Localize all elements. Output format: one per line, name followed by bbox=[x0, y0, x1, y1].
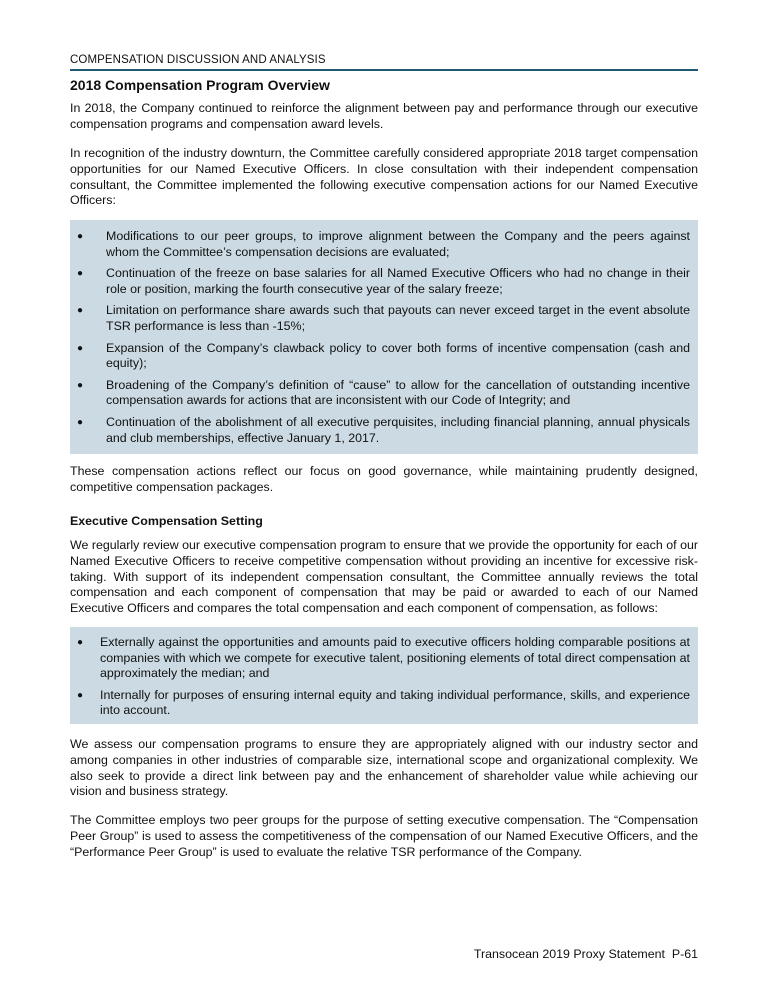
footer-publication: Transocean 2019 Proxy Statement bbox=[473, 947, 665, 961]
subheading: Executive Compensation Setting bbox=[70, 514, 263, 528]
list-item bbox=[77, 377, 690, 409]
page-footer bbox=[474, 947, 698, 961]
bullet-icon: ● bbox=[77, 342, 84, 354]
list-item bbox=[77, 340, 690, 372]
list-item bbox=[77, 266, 690, 297]
bullet-icon: ● bbox=[77, 268, 84, 280]
page-title: 2018 Compensation Program Overview bbox=[70, 77, 330, 93]
bullet-icon: ● bbox=[77, 305, 84, 317]
bullet-icon: ● bbox=[77, 379, 84, 391]
list-item-text: Internally for purposes of ensuring internal equity and taking individual performance, skills, and experience into account. bbox=[100, 687, 690, 718]
list-item-text: Limitation on performance share awards such that payouts can never exceed target in the event absolute TSR performance is less than -15%; bbox=[106, 303, 690, 333]
list-item bbox=[77, 414, 690, 446]
intro-paragraph-1: In 2018, the Company continued to reinforce the alignment between pay and performance through our executive compensation programs and compensation award levels. bbox=[70, 101, 698, 131]
list-item-text: Externally against the opportunities and amounts paid to executive officers holding comparable positions at companies with which we compete for executive talent, positioning elements of total direct compensation at approximately the median; and bbox=[100, 635, 690, 681]
closing-paragraph-1: We assess our compensation programs to ensure they are appropriately aligned with our industry sector and among companies in other industries of comparable size, international scope and organizational complexity. We also seek to provide a direct link between pay and the enhancement of shareholder value while achieving our vision and business strategy. bbox=[70, 737, 698, 799]
header-rule bbox=[70, 69, 698, 71]
list-item bbox=[77, 687, 690, 719]
bullet-icon: ● bbox=[77, 637, 84, 648]
comparison-box bbox=[70, 627, 698, 724]
list-item-text: Expansion of the Company’s clawback policy to cover both forms of incentive compensation (cash and equity); bbox=[106, 340, 690, 371]
list-item-text: Continuation of the freeze on base salaries for all Named Executive Officers who had no change in their role or position, marking the fourth consecutive year of the salary freeze; bbox=[106, 266, 690, 296]
bullet-icon: ● bbox=[77, 416, 84, 428]
bullet-icon: ● bbox=[77, 231, 84, 242]
actions-box bbox=[70, 220, 698, 454]
footer-page-number: P-61 bbox=[671, 947, 698, 961]
intro-paragraph-2: In recognition of the industry downturn, the Committee carefully considered appropriate 2018 target compensation opportunities for our Named Executive Officers. In close consultation with their independent compensation consultant, the Committee implemented the following executive compensation actions for our Named Executive Officers: bbox=[70, 146, 698, 208]
list-item-text: Broadening of the Company’s definition of “cause” to allow for the cancellation of outstanding incentive compensation awards for actions that are inconsistent with our Code of Integrity; and bbox=[106, 377, 690, 408]
list-item bbox=[77, 303, 690, 334]
list-item-text: Continuation of the abolishment of all executive perquisites, including financial planning, annual physicals and club memberships, effective January 1, 2017. bbox=[106, 414, 690, 445]
section-label: COMPENSATION DISCUSSION AND ANALYSIS bbox=[70, 54, 326, 66]
closing-paragraph-2: The Committee employs two peer groups for the purpose of setting executive compensation. The “Compensation Peer Group” is used to assess the competitiveness of the compensation of our Named Executive Officers, and the “Performance Peer Group” is used to evaluate the relative TSR performance of the Company. bbox=[70, 813, 698, 859]
bullet-icon: ● bbox=[77, 689, 84, 701]
setting-paragraph: We regularly review our executive compensation program to ensure that we provide the opportunity for each of our Named Executive Officers to receive competitive compensation without providing an incentive for excessive risk-taking. With support of its independent compensation consultant, the Committee annually reviews the total compensation and each component of compensation that may be paid or awarded to each of our Named Executive Officers and compares the total compensation and each component of compensation, as follows: bbox=[70, 538, 698, 615]
list-item-text: Modifications to our peer groups, to improve alignment between the Company and the peers against whom the Committee’s compensation decisions are evaluated; bbox=[106, 229, 690, 259]
list-item bbox=[77, 229, 690, 260]
list-item bbox=[77, 635, 690, 682]
after-actions-paragraph: These compensation actions reflect our focus on good governance, while maintaining prudently designed, competitive compensation packages. bbox=[70, 464, 698, 494]
